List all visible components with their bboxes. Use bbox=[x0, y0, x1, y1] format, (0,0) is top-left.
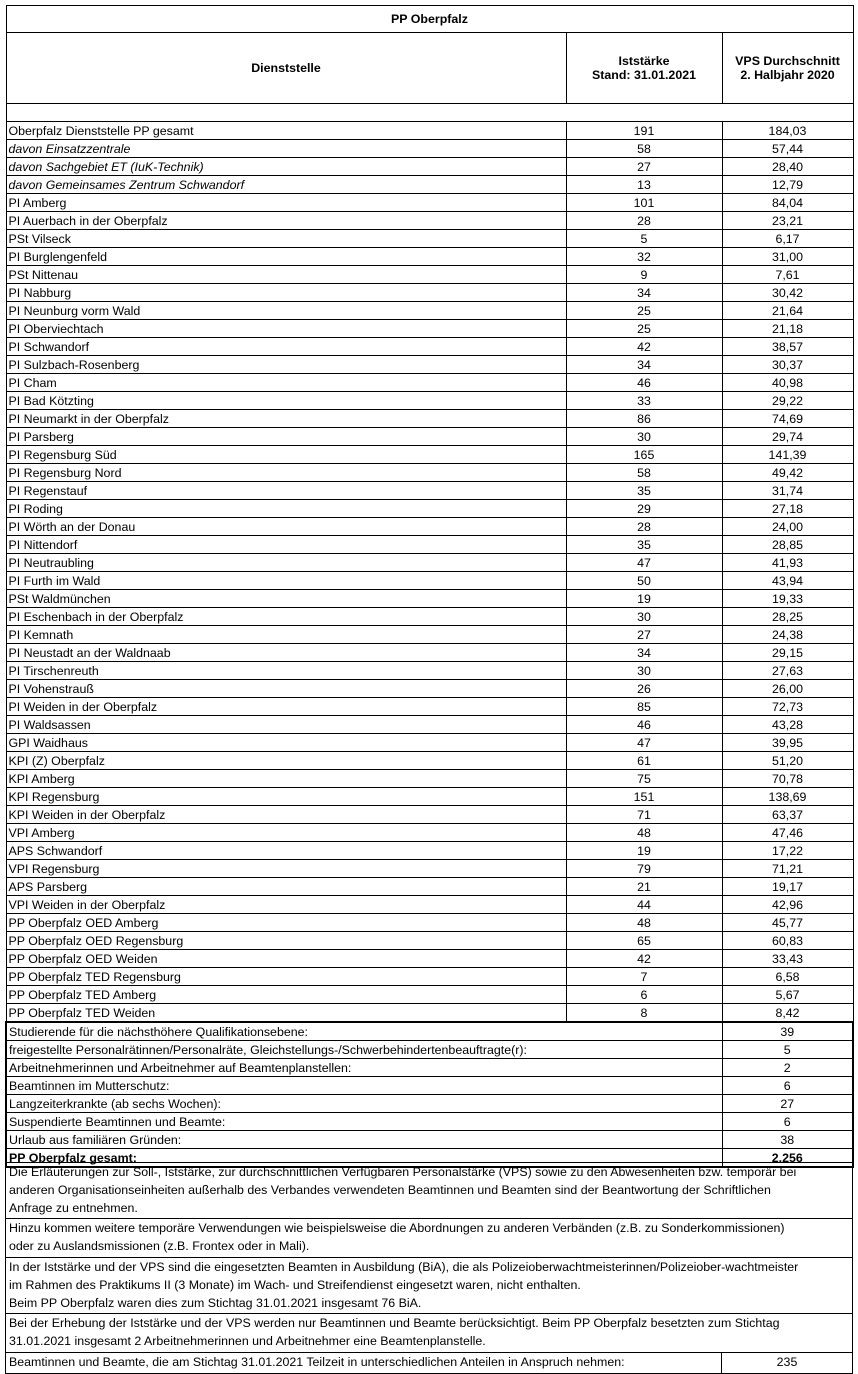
table-row bbox=[6, 518, 853, 536]
cell-vps: 49,42 bbox=[722, 464, 853, 482]
header-iststaerke-line2: Stand: 31.01.2021 bbox=[591, 68, 696, 82]
cell-dienststelle: PSt Nittenau bbox=[6, 266, 566, 284]
cell-dienststelle: PI Regensburg Nord bbox=[6, 464, 566, 482]
cell-iststaerke: 32 bbox=[566, 248, 722, 266]
cell-vps: 184,03 bbox=[722, 122, 853, 140]
notes-table bbox=[5, 1162, 853, 1374]
cell-iststaerke: 75 bbox=[566, 770, 722, 788]
cell-vps: 43,94 bbox=[722, 572, 853, 590]
table-row bbox=[6, 1004, 853, 1023]
notes-body bbox=[6, 1163, 853, 1374]
note-line: Die Erläuterungen zur Soll-, Iststärke, zur durchschnittlichen Verfügbaren Personalstärke (VPS) sowie zu den Abwesenheiten bzw. temporär bei bbox=[9, 1165, 797, 1179]
cell-iststaerke: 71 bbox=[566, 806, 722, 824]
cell-dienststelle: PI Vohenstrauß bbox=[6, 680, 566, 698]
cell-dienststelle: VPI Amberg bbox=[6, 824, 566, 842]
cell-iststaerke: 42 bbox=[566, 338, 722, 356]
cell-vps: 33,43 bbox=[722, 950, 853, 968]
cell-vps: 71,21 bbox=[722, 860, 853, 878]
cell-iststaerke: 34 bbox=[566, 644, 722, 662]
cell-vps: 57,44 bbox=[722, 140, 853, 158]
cell-iststaerke: 151 bbox=[566, 788, 722, 806]
cell-vps: 39,95 bbox=[722, 734, 853, 752]
cell-iststaerke: 28 bbox=[566, 518, 722, 536]
cell-vps: 5,67 bbox=[722, 986, 853, 1004]
cell-dienststelle: PSt Vilseck bbox=[6, 230, 566, 248]
note-line: Anfrage zu entnehmen. bbox=[9, 1200, 138, 1215]
cell-dienststelle: PI Nabburg bbox=[6, 284, 566, 302]
cell-vps: 28,25 bbox=[722, 608, 853, 626]
extra-row bbox=[6, 1113, 853, 1131]
cell-dienststelle: PI Amberg bbox=[6, 194, 566, 212]
cell-vps: 28,85 bbox=[722, 536, 853, 554]
cell-iststaerke: 47 bbox=[566, 734, 722, 752]
cell-dienststelle: Oberpfalz Dienststelle PP gesamt bbox=[6, 122, 566, 140]
table-row bbox=[6, 266, 853, 284]
cell-dienststelle: PI Furth im Wald bbox=[6, 572, 566, 590]
extra-row bbox=[6, 1077, 853, 1095]
table-row bbox=[6, 446, 853, 464]
cell-dienststelle: PP Oberpfalz TED Amberg bbox=[6, 986, 566, 1004]
cell-iststaerke: 29 bbox=[566, 500, 722, 518]
cell-vps: 60,83 bbox=[722, 932, 853, 950]
extra-value: 27 bbox=[722, 1095, 853, 1113]
table-row bbox=[6, 896, 853, 914]
table-row bbox=[6, 878, 853, 896]
cell-dienststelle: PSt Waldmünchen bbox=[6, 590, 566, 608]
table-row bbox=[6, 158, 853, 176]
cell-dienststelle: PI Neunburg vorm Wald bbox=[6, 302, 566, 320]
table-row bbox=[6, 176, 853, 194]
header-vps bbox=[722, 33, 853, 104]
cell-dienststelle: PI Sulzbach-Rosenberg bbox=[6, 356, 566, 374]
cell-dienststelle: PP Oberpfalz OED Weiden bbox=[6, 950, 566, 968]
cell-dienststelle: davon Einsatzzentrale bbox=[6, 140, 566, 158]
note-line: Hinzu kommen weitere temporäre Verwendungen wie beispielsweise die Abordnungen zu anderen Verbänden (z.B. zu Sonderkommissionen) bbox=[9, 1221, 785, 1236]
cell-dienststelle: KPI Regensburg bbox=[6, 788, 566, 806]
note-row bbox=[6, 1219, 853, 1258]
table-row bbox=[6, 140, 853, 158]
cell-vps: 28,40 bbox=[722, 158, 853, 176]
cell-dienststelle: davon Gemeinsames Zentrum Schwandorf bbox=[6, 176, 566, 194]
note-row bbox=[6, 1163, 853, 1219]
cell-iststaerke: 30 bbox=[566, 608, 722, 626]
cell-iststaerke: 65 bbox=[566, 932, 722, 950]
cell-iststaerke: 47 bbox=[566, 554, 722, 572]
cell-dienststelle: PI Neumarkt in der Oberpfalz bbox=[6, 410, 566, 428]
header-iststaerke bbox=[566, 33, 722, 104]
table-row bbox=[6, 230, 853, 248]
table-row bbox=[6, 824, 853, 842]
table-row bbox=[6, 788, 853, 806]
cell-iststaerke: 7 bbox=[566, 968, 722, 986]
table-row bbox=[6, 680, 853, 698]
extra-value: 38 bbox=[722, 1131, 853, 1149]
header-dienststelle: Dienststelle bbox=[6, 33, 566, 104]
cell-dienststelle: PP Oberpfalz OED Regensburg bbox=[6, 932, 566, 950]
table-row bbox=[6, 932, 853, 950]
cell-iststaerke: 6 bbox=[566, 986, 722, 1004]
cell-vps: 84,04 bbox=[722, 194, 853, 212]
cell-vps: 17,22 bbox=[722, 842, 853, 860]
extra-value: 6 bbox=[722, 1077, 853, 1095]
table-row bbox=[6, 302, 853, 320]
cell-dienststelle: PP Oberpfalz OED Amberg bbox=[6, 914, 566, 932]
cell-iststaerke: 58 bbox=[566, 140, 722, 158]
cell-iststaerke: 42 bbox=[566, 950, 722, 968]
cell-vps: 42,96 bbox=[722, 896, 853, 914]
cell-vps: 47,46 bbox=[722, 824, 853, 842]
note-line: 31.01.2021 insgesamt 2 Arbeitnehmerinnen und Arbeitnehmer eine Beamtenplanstelle. bbox=[9, 1334, 486, 1349]
extra-row bbox=[6, 1022, 853, 1041]
cell-iststaerke: 34 bbox=[566, 284, 722, 302]
cell-vps: 8,42 bbox=[722, 1004, 853, 1023]
table-row bbox=[6, 698, 853, 716]
cell-dienststelle: PI Wörth an der Donau bbox=[6, 518, 566, 536]
table-row bbox=[6, 320, 853, 338]
table-body bbox=[6, 122, 853, 1023]
extra-value: 39 bbox=[722, 1022, 853, 1041]
cell-vps: 41,93 bbox=[722, 554, 853, 572]
cell-vps: 31,00 bbox=[722, 248, 853, 266]
cell-dienststelle: PI Burglengenfeld bbox=[6, 248, 566, 266]
cell-dienststelle: PI Nittendorf bbox=[6, 536, 566, 554]
cell-dienststelle: KPI (Z) Oberpfalz bbox=[6, 752, 566, 770]
table-row bbox=[6, 338, 853, 356]
cell-iststaerke: 58 bbox=[566, 464, 722, 482]
table-row bbox=[6, 536, 853, 554]
cell-iststaerke: 48 bbox=[566, 824, 722, 842]
table-row bbox=[6, 986, 853, 1004]
total-value: 2.256 bbox=[722, 1149, 853, 1168]
table-row bbox=[6, 212, 853, 230]
cell-iststaerke: 61 bbox=[566, 752, 722, 770]
extra-label: Suspendierte Beamtinnen und Beamte: bbox=[6, 1113, 722, 1131]
extra-label: Studierende für die nächsthöhere Qualifikationsebene: bbox=[6, 1022, 722, 1041]
cell-vps: 30,42 bbox=[722, 284, 853, 302]
cell-iststaerke: 34 bbox=[566, 356, 722, 374]
cell-vps: 40,98 bbox=[722, 374, 853, 392]
cell-vps: 141,39 bbox=[722, 446, 853, 464]
cell-vps: 138,69 bbox=[722, 788, 853, 806]
cell-dienststelle: VPI Weiden in der Oberpfalz bbox=[6, 896, 566, 914]
cell-vps: 19,33 bbox=[722, 590, 853, 608]
cell-iststaerke: 30 bbox=[566, 428, 722, 446]
cell-vps: 29,22 bbox=[722, 392, 853, 410]
cell-vps: 12,79 bbox=[722, 176, 853, 194]
note-line: Bei der Erhebung der Iststärke und der VPS werden nur Beamtinnen und Beamte berücksichtigt. Beim PP Oberpfalz besetzten zum Stichtag bbox=[9, 1316, 780, 1331]
note-line: Beim PP Oberpfalz waren dies zum Stichtag 31.01.2021 insgesamt 76 BiA. bbox=[9, 1295, 422, 1310]
cell-dienststelle: davon Sachgebiet ET (IuK-Technik) bbox=[6, 158, 566, 176]
cell-iststaerke: 25 bbox=[566, 320, 722, 338]
cell-vps: 29,74 bbox=[722, 428, 853, 446]
extra-label: freigestellte Personalrätinnen/Personalräte, Gleichstellungs-/Schwerbehindertenbeauftragte(r): bbox=[6, 1041, 722, 1059]
cell-vps: 70,78 bbox=[722, 770, 853, 788]
cell-vps: 51,20 bbox=[722, 752, 853, 770]
cell-iststaerke: 19 bbox=[566, 842, 722, 860]
extra-row bbox=[6, 1041, 853, 1059]
header-spacer bbox=[6, 104, 853, 122]
cell-dienststelle: PI Bad Kötzting bbox=[6, 392, 566, 410]
staffing-table bbox=[5, 5, 854, 1168]
note-line: anderen Organisationseinheiten außerhalb des Verbandes verwendeten Beamtinnen und Beamten sind der Beantwortung der Schriftlichen bbox=[9, 1182, 771, 1197]
cell-dienststelle: PI Cham bbox=[6, 374, 566, 392]
cell-vps: 29,15 bbox=[722, 644, 853, 662]
cell-vps: 26,00 bbox=[722, 680, 853, 698]
teilzeit-row bbox=[6, 1352, 853, 1373]
extra-label: Arbeitnehmerinnen und Arbeitnehmer auf Beamtenplanstellen: bbox=[6, 1059, 722, 1077]
cell-dienststelle: PP Oberpfalz TED Weiden bbox=[6, 1004, 566, 1023]
note-row bbox=[6, 1314, 853, 1353]
table-row bbox=[6, 806, 853, 824]
cell-vps: 6,17 bbox=[722, 230, 853, 248]
cell-vps: 74,69 bbox=[722, 410, 853, 428]
table-row bbox=[6, 752, 853, 770]
cell-vps: 27,63 bbox=[722, 662, 853, 680]
table-row bbox=[6, 608, 853, 626]
cell-dienststelle: APS Schwandorf bbox=[6, 842, 566, 860]
table-row bbox=[6, 914, 853, 932]
header-vps-line1: VPS Durchschnitt bbox=[735, 54, 840, 68]
cell-iststaerke: 101 bbox=[566, 194, 722, 212]
teilzeit-label: Beamtinnen und Beamte, die am Stichtag 31.01.2021 Teilzeit in unterschiedlichen Anteilen in Anspruch nehmen: bbox=[6, 1352, 722, 1373]
cell-iststaerke: 46 bbox=[566, 374, 722, 392]
extra-label: Urlaub aus familiären Gründen: bbox=[6, 1131, 722, 1149]
cell-iststaerke: 50 bbox=[566, 572, 722, 590]
cell-iststaerke: 5 bbox=[566, 230, 722, 248]
table-row bbox=[6, 554, 853, 572]
cell-dienststelle: PI Weiden in der Oberpfalz bbox=[6, 698, 566, 716]
table-row bbox=[6, 626, 853, 644]
table-row bbox=[6, 428, 853, 446]
table-row bbox=[6, 464, 853, 482]
note-text bbox=[6, 1219, 853, 1258]
cell-iststaerke: 44 bbox=[566, 896, 722, 914]
note-text bbox=[6, 1257, 853, 1313]
cell-vps: 23,21 bbox=[722, 212, 853, 230]
table-row bbox=[6, 500, 853, 518]
extra-row bbox=[6, 1131, 853, 1149]
table-row bbox=[6, 770, 853, 788]
table-row bbox=[6, 392, 853, 410]
cell-dienststelle: PI Eschenbach in der Oberpfalz bbox=[6, 608, 566, 626]
cell-iststaerke: 19 bbox=[566, 590, 722, 608]
cell-dienststelle: PI Roding bbox=[6, 500, 566, 518]
cell-vps: 19,17 bbox=[722, 878, 853, 896]
cell-dienststelle: PI Auerbach in der Oberpfalz bbox=[6, 212, 566, 230]
cell-iststaerke: 13 bbox=[566, 176, 722, 194]
cell-vps: 27,18 bbox=[722, 500, 853, 518]
cell-dienststelle: KPI Weiden in der Oberpfalz bbox=[6, 806, 566, 824]
table-row bbox=[6, 734, 853, 752]
cell-iststaerke: 26 bbox=[566, 680, 722, 698]
note-text bbox=[6, 1314, 853, 1353]
table-row bbox=[6, 716, 853, 734]
extra-label: Langzeiterkrankte (ab sechs Wochen): bbox=[6, 1095, 722, 1113]
teilzeit-value: 235 bbox=[722, 1352, 853, 1373]
cell-dienststelle: PI Regensburg Süd bbox=[6, 446, 566, 464]
cell-iststaerke: 46 bbox=[566, 716, 722, 734]
cell-dienststelle: PI Kemnath bbox=[6, 626, 566, 644]
cell-dienststelle: GPI Waidhaus bbox=[6, 734, 566, 752]
header-vps-line2: 2. Halbjahr 2020 bbox=[740, 68, 835, 82]
cell-iststaerke: 21 bbox=[566, 878, 722, 896]
table-row bbox=[6, 590, 853, 608]
table-title: PP Oberpfalz bbox=[6, 6, 853, 33]
note-text bbox=[6, 1163, 853, 1219]
cell-iststaerke: 25 bbox=[566, 302, 722, 320]
cell-vps: 45,77 bbox=[722, 914, 853, 932]
cell-dienststelle: PI Tirschenreuth bbox=[6, 662, 566, 680]
table-row bbox=[6, 248, 853, 266]
table-row bbox=[6, 644, 853, 662]
cell-dienststelle: PP Oberpfalz TED Regensburg bbox=[6, 968, 566, 986]
extras-body bbox=[6, 1022, 853, 1167]
cell-dienststelle: PI Waldsassen bbox=[6, 716, 566, 734]
cell-vps: 21,18 bbox=[722, 320, 853, 338]
total-label: PP Oberpfalz gesamt: bbox=[6, 1149, 722, 1168]
cell-vps: 72,73 bbox=[722, 698, 853, 716]
cell-iststaerke: 28 bbox=[566, 212, 722, 230]
cell-iststaerke: 85 bbox=[566, 698, 722, 716]
cell-iststaerke: 8 bbox=[566, 1004, 722, 1023]
table-row bbox=[6, 968, 853, 986]
table-row bbox=[6, 356, 853, 374]
cell-dienststelle: APS Parsberg bbox=[6, 878, 566, 896]
table-row bbox=[6, 572, 853, 590]
cell-iststaerke: 35 bbox=[566, 536, 722, 554]
cell-iststaerke: 30 bbox=[566, 662, 722, 680]
cell-vps: 38,57 bbox=[722, 338, 853, 356]
note-line: oder zu Auslandsmissionen (z.B. Frontex oder in Mali). bbox=[9, 1239, 310, 1254]
extra-value: 2 bbox=[722, 1059, 853, 1077]
table-row bbox=[6, 194, 853, 212]
cell-vps: 43,28 bbox=[722, 716, 853, 734]
cell-iststaerke: 9 bbox=[566, 266, 722, 284]
extra-row bbox=[6, 1059, 853, 1077]
table-row bbox=[6, 482, 853, 500]
cell-vps: 24,00 bbox=[722, 518, 853, 536]
cell-vps: 24,38 bbox=[722, 626, 853, 644]
cell-dienststelle: PI Schwandorf bbox=[6, 338, 566, 356]
table-row bbox=[6, 122, 853, 140]
note-line: In der Iststärke und der VPS sind die eingesetzten Beamten in Ausbildung (BiA), die als Polizeioberwachtmeisterinnen/Polizeiober-wachtmeister bbox=[9, 1259, 799, 1274]
cell-iststaerke: 33 bbox=[566, 392, 722, 410]
header-iststaerke-line1: Iststärke bbox=[618, 54, 670, 68]
table-row bbox=[6, 950, 853, 968]
cell-iststaerke: 191 bbox=[566, 122, 722, 140]
note-line: im Rahmen des Praktikums II (3 Monate) im Wach- und Streifendienst eingesetzt waren, nicht enthalten. bbox=[9, 1277, 581, 1292]
cell-vps: 6,58 bbox=[722, 968, 853, 986]
cell-dienststelle: PI Parsberg bbox=[6, 428, 566, 446]
cell-iststaerke: 27 bbox=[566, 626, 722, 644]
cell-dienststelle: PI Oberviechtach bbox=[6, 320, 566, 338]
cell-iststaerke: 86 bbox=[566, 410, 722, 428]
cell-vps: 21,64 bbox=[722, 302, 853, 320]
cell-dienststelle: VPI Regensburg bbox=[6, 860, 566, 878]
note-row bbox=[6, 1257, 853, 1313]
cell-iststaerke: 79 bbox=[566, 860, 722, 878]
cell-vps: 30,37 bbox=[722, 356, 853, 374]
cell-dienststelle: PI Neutraubling bbox=[6, 554, 566, 572]
table-row bbox=[6, 860, 853, 878]
extra-row bbox=[6, 1095, 853, 1113]
table-row bbox=[6, 284, 853, 302]
cell-vps: 31,74 bbox=[722, 482, 853, 500]
cell-iststaerke: 48 bbox=[566, 914, 722, 932]
cell-vps: 63,37 bbox=[722, 806, 853, 824]
cell-iststaerke: 35 bbox=[566, 482, 722, 500]
cell-dienststelle: PI Regenstauf bbox=[6, 482, 566, 500]
cell-vps: 7,61 bbox=[722, 266, 853, 284]
cell-dienststelle: KPI Amberg bbox=[6, 770, 566, 788]
table-row bbox=[6, 842, 853, 860]
table-row bbox=[6, 410, 853, 428]
extra-value: 6 bbox=[722, 1113, 853, 1131]
cell-iststaerke: 165 bbox=[566, 446, 722, 464]
cell-dienststelle: PI Neustadt an der Waldnaab bbox=[6, 644, 566, 662]
extra-value: 5 bbox=[722, 1041, 853, 1059]
table-row bbox=[6, 374, 853, 392]
cell-iststaerke: 27 bbox=[566, 158, 722, 176]
table-row bbox=[6, 662, 853, 680]
extra-label: Beamtinnen im Mutterschutz: bbox=[6, 1077, 722, 1095]
